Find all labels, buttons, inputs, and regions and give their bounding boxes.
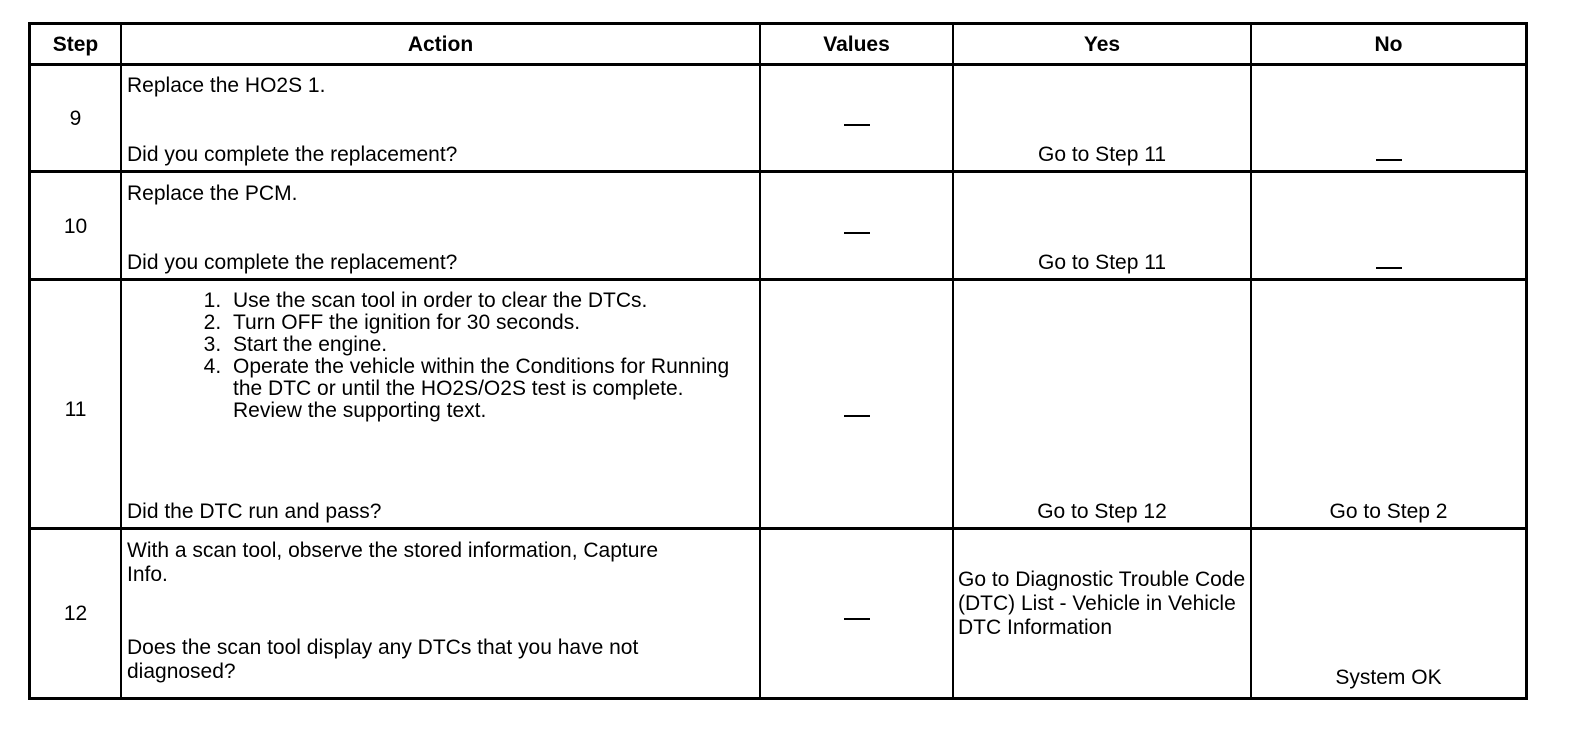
- list-item: 3. Start the engine.: [227, 334, 752, 356]
- values-dash: [761, 602, 952, 626]
- no-result-dash: [1252, 251, 1525, 275]
- header-step: Step: [52, 33, 99, 56]
- step-number: 10: [63, 215, 88, 238]
- values-dash: [761, 216, 952, 240]
- list-item: 2. Turn OFF the ignition for 30 seconds.: [227, 312, 752, 334]
- header-no: No: [1374, 33, 1403, 56]
- step-number: 9: [69, 107, 82, 130]
- step-number: 12: [63, 602, 88, 625]
- action-text: Replace the PCM.: [127, 182, 298, 205]
- list-item: 1. Use the scan tool in order to clear the DTCs.: [227, 290, 752, 312]
- values-dash: [761, 108, 952, 132]
- action-question: Did the DTC run and pass?: [127, 500, 382, 523]
- action-question: Did you complete the replacement?: [127, 143, 458, 166]
- action-question: Did you complete the replacement?: [127, 251, 458, 274]
- no-result: System OK: [1335, 666, 1442, 689]
- values-dash: [761, 399, 952, 423]
- diagnostic-table: [28, 22, 1528, 700]
- action-question: Does the scan tool display any DTCs that you have not diagnosed?: [127, 636, 639, 683]
- list-item: 4. Operate the vehicle within the Conditions for Running the DTC or until the HO2S/O2S test is complete. Review the supporting text.: [227, 356, 752, 422]
- header-values: Values: [823, 33, 890, 56]
- header-yes: Yes: [1083, 33, 1121, 56]
- action-text: Replace the HO2S 1.: [127, 74, 326, 97]
- yes-result: Go to Step 11: [1037, 251, 1167, 274]
- no-result-dash: [1252, 143, 1525, 167]
- yes-result: Go to Diagnostic Trouble Code (DTC) List - Vehicle in Vehicle DTC Information: [958, 568, 1246, 639]
- no-result: Go to Step 2: [1329, 500, 1448, 523]
- yes-result: Go to Step 12: [1037, 500, 1167, 523]
- step-number: 11: [64, 398, 87, 421]
- yes-result: Go to Step 11: [1037, 143, 1167, 166]
- action-steps-list: [127, 290, 752, 422]
- header-action: Action: [407, 33, 474, 56]
- action-text: With a scan tool, observe the stored information, Capture Info.: [127, 539, 659, 586]
